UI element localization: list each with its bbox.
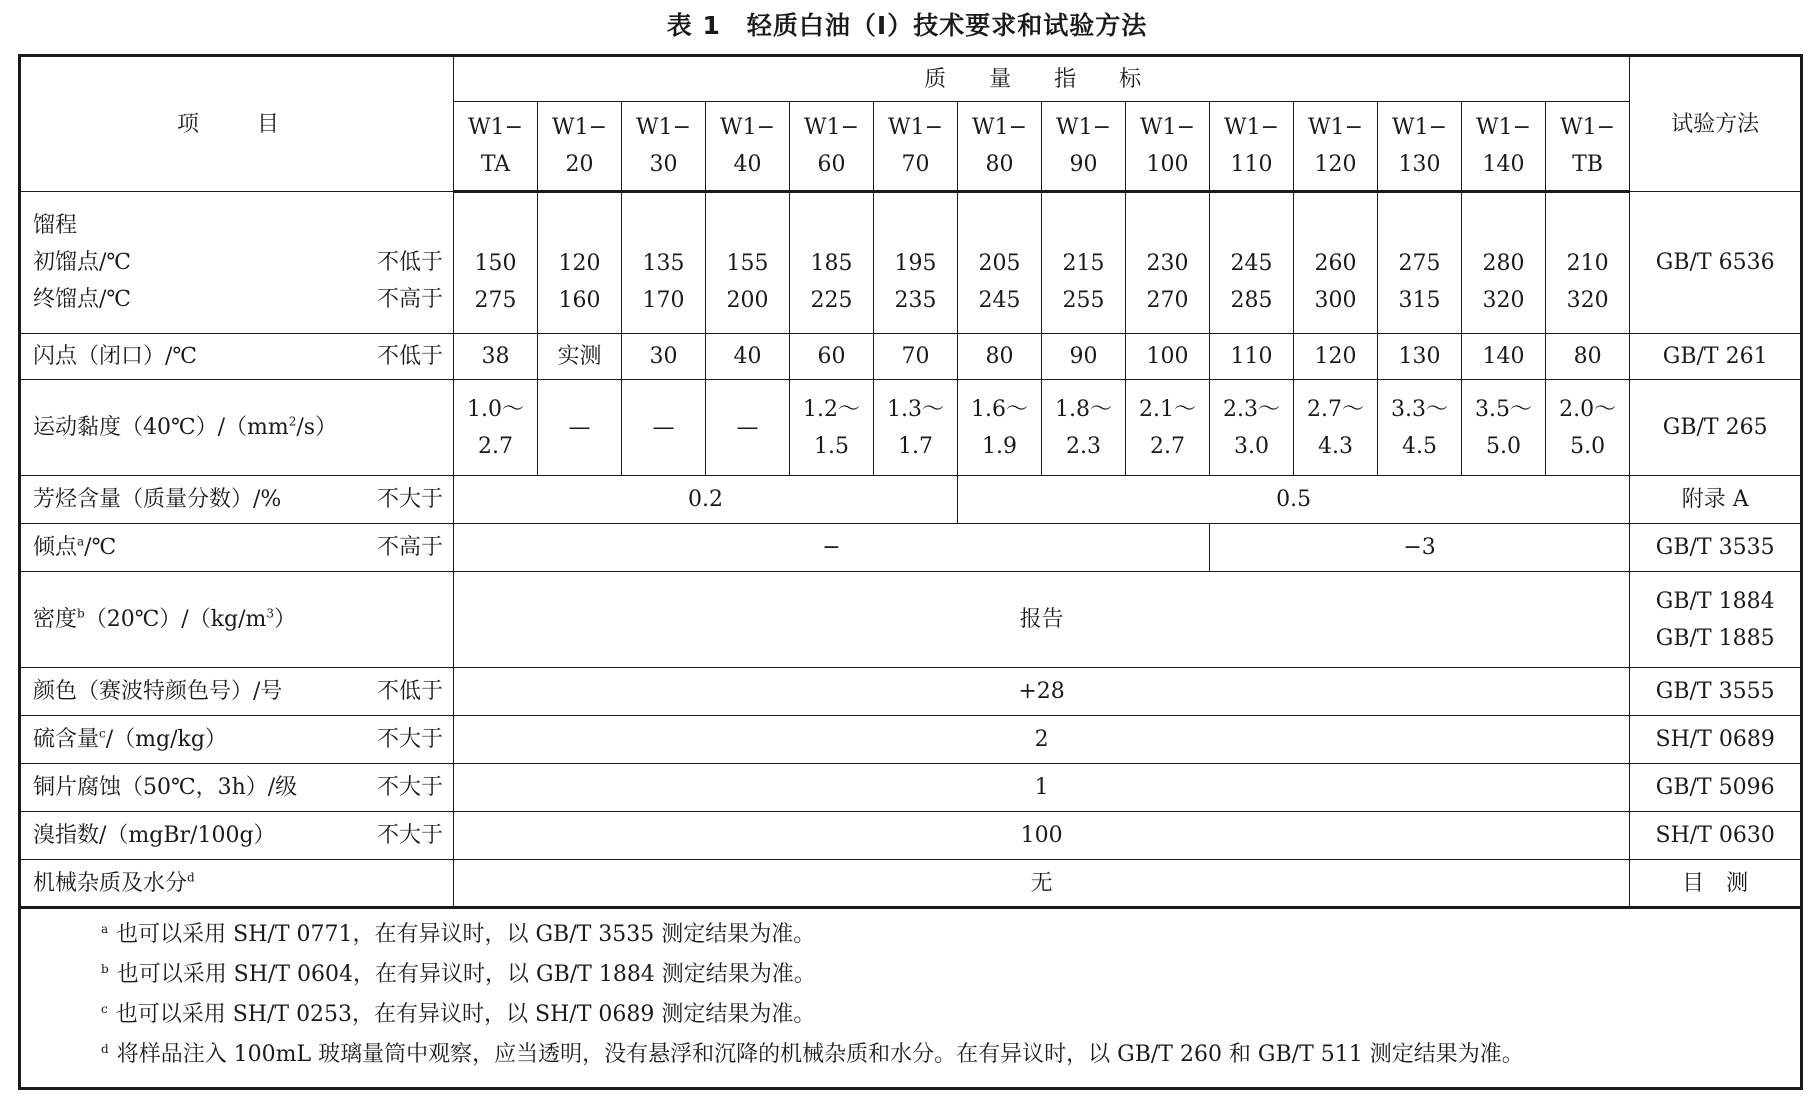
fbp-value: 245 — [978, 287, 1021, 313]
viscosity-value — [1210, 380, 1294, 476]
grade-header — [1210, 102, 1294, 192]
bromine-row — [20, 812, 1802, 860]
grade-prefix: W1− — [1475, 115, 1532, 140]
distillation-label: 馏程 — [33, 213, 78, 238]
viscosity-value — [790, 380, 874, 476]
viscosity-value — [538, 380, 622, 476]
distillation-value — [622, 192, 706, 334]
impurities-label: 机械杂质及水分 — [33, 870, 188, 896]
sulfur-label-sup: c — [99, 726, 106, 741]
grade-header — [1126, 102, 1210, 192]
header-method-label: 试验方法 — [1630, 56, 1802, 192]
sulfur-label-end: /（mg/kg） — [105, 727, 227, 752]
sulfur-method: SH/T 0689 — [1630, 716, 1802, 764]
density-method — [1630, 572, 1802, 668]
fbp-value: 160 — [558, 287, 601, 313]
fbp-value: 285 — [1230, 287, 1273, 313]
grade-suffix: 20 — [565, 152, 594, 177]
viscosity-value — [1126, 380, 1210, 476]
ibp-value: 135 — [642, 250, 685, 276]
grade-header — [622, 102, 706, 192]
color-method: GB/T 3555 — [1630, 668, 1802, 716]
grade-header — [454, 102, 538, 192]
footnotes-row — [20, 908, 1802, 1089]
footnote-mark: a — [101, 921, 109, 936]
pour-point-item — [20, 524, 454, 572]
viscosity-value-line1: 1.6～ — [971, 396, 1028, 422]
flash-point-label: 闪点（闭口）/℃ — [33, 344, 198, 369]
viscosity-value-line1: — — [568, 415, 591, 440]
ibp-value: 120 — [558, 250, 601, 276]
page-title: 表 1 轻质白油（Ⅰ）技术要求和试验方法 — [666, 11, 1148, 40]
viscosity-method: GB/T 265 — [1630, 380, 1802, 476]
ibp-value: 260 — [1314, 250, 1357, 276]
fbp-value: 300 — [1314, 287, 1357, 313]
footnote-text: 也可以采用 SH/T 0604，在有异议时，以 GB/T 1884 测定结果为准。 — [116, 962, 816, 987]
flash-point-item — [20, 334, 454, 380]
impurities-row — [20, 860, 1802, 908]
grade-suffix: TB — [1572, 152, 1603, 177]
flash-point-requirement: 不低于 — [376, 344, 443, 369]
viscosity-value — [706, 380, 790, 476]
viscosity-value-line1: — — [652, 415, 675, 440]
ibp-value: 150 — [474, 250, 517, 276]
viscosity-value-line2: 2.7 — [1150, 433, 1185, 459]
ibp-value: 185 — [810, 250, 853, 276]
color-item — [20, 668, 454, 716]
grade-prefix: W1− — [1391, 115, 1448, 140]
flash-point-value: 80 — [1546, 334, 1630, 380]
viscosity-label-end: /s） — [296, 415, 338, 440]
density-label-mid: （20℃）/（kg/m — [84, 607, 267, 632]
grade-prefix: W1− — [887, 115, 944, 140]
grade-header — [1462, 102, 1546, 192]
distillation-value — [538, 192, 622, 334]
distillation-value — [1462, 192, 1546, 334]
viscosity-value-line1: 3.5～ — [1475, 396, 1532, 422]
grade-prefix: W1− — [1560, 115, 1616, 140]
viscosity-row — [20, 380, 1802, 476]
grade-prefix: W1− — [803, 115, 860, 140]
viscosity-value — [1042, 380, 1126, 476]
grade-header — [706, 102, 790, 192]
fbp-value: 200 — [726, 287, 769, 313]
aromatics-row — [20, 476, 1802, 524]
viscosity-value-line1: 3.3～ — [1391, 396, 1448, 422]
sulfur-label: 硫含量 — [33, 727, 100, 752]
bromine-method: SH/T 0630 — [1630, 812, 1802, 860]
distillation-value — [1042, 192, 1126, 334]
viscosity-value-line2: 5.0 — [1486, 433, 1521, 459]
bromine-value: 100 — [454, 812, 1630, 860]
flash-point-value: 110 — [1210, 334, 1294, 380]
distillation-value — [790, 192, 874, 334]
density-row — [20, 572, 1802, 668]
fbp-value: 170 — [642, 287, 685, 313]
flash-point-value: 60 — [790, 334, 874, 380]
sulfur-row — [20, 716, 1802, 764]
viscosity-item — [20, 380, 454, 476]
grade-suffix: 140 — [1482, 152, 1525, 177]
viscosity-value-line2: 5.0 — [1570, 433, 1606, 459]
ibp-value: 210 — [1566, 250, 1609, 276]
copper-requirement: 不大于 — [376, 775, 443, 800]
flash-point-value: 38 — [454, 334, 538, 380]
footnote — [101, 955, 1800, 995]
footnote-mark: d — [101, 1041, 109, 1056]
grade-header — [1294, 102, 1378, 192]
fbp-label: 终馏点/℃ — [33, 287, 132, 312]
viscosity-value — [454, 380, 538, 476]
grade-prefix: W1− — [1055, 115, 1112, 140]
grade-header — [1042, 102, 1126, 192]
ibp-value: 280 — [1482, 250, 1525, 276]
footnote-mark: b — [101, 961, 109, 976]
aromatics-method: 附录 A — [1630, 476, 1802, 524]
color-label: 颜色（赛波特颜色号）/号 — [33, 679, 283, 704]
flash-point-method: GB/T 261 — [1630, 334, 1802, 380]
grade-header — [790, 102, 874, 192]
flash-point-value: 30 — [622, 334, 706, 380]
fbp-value: 255 — [1062, 287, 1105, 313]
impurities-method: 目 测 — [1630, 860, 1802, 908]
viscosity-value-line1: — — [736, 415, 759, 440]
distillation-method: GB/T 6536 — [1630, 192, 1802, 334]
pour-point-requirement: 不高于 — [376, 535, 443, 560]
impurities-item — [20, 860, 454, 908]
grade-header — [874, 102, 958, 192]
header-item-label: 项 目 — [20, 56, 454, 192]
viscosity-value-line2: 1.7 — [898, 433, 933, 459]
flash-point-value: 70 — [874, 334, 958, 380]
pour-point-value-a: − — [454, 524, 1210, 572]
sulfur-item — [20, 716, 454, 764]
viscosity-value-line2: 3.0 — [1234, 433, 1269, 459]
sulfur-requirement: 不大于 — [376, 727, 443, 752]
grade-suffix: 110 — [1230, 152, 1273, 177]
viscosity-value-line2: 4.3 — [1318, 433, 1353, 459]
flash-point-value: 140 — [1462, 334, 1546, 380]
distillation-value — [1294, 192, 1378, 334]
viscosity-value-line2: 1.5 — [814, 433, 849, 459]
viscosity-value-line1: 1.0～ — [467, 396, 524, 422]
flash-point-value: 80 — [958, 334, 1042, 380]
footnote — [101, 1035, 1800, 1075]
grade-prefix: W1− — [635, 115, 692, 140]
grade-header — [958, 102, 1042, 192]
ibp-label: 初馏点/℃ — [33, 250, 132, 275]
density-value: 报告 — [454, 572, 1630, 668]
grade-suffix: 70 — [901, 152, 930, 177]
density-label-sup: b — [77, 606, 85, 621]
viscosity-value-line1: 2.3～ — [1223, 396, 1280, 422]
grade-header — [1546, 102, 1630, 192]
viscosity-value-line2: 1.9 — [982, 433, 1017, 459]
copper-label: 铜片腐蚀（50℃，3h）/级 — [33, 775, 298, 800]
grade-suffix: 90 — [1069, 152, 1098, 177]
flash-point-value: 实测 — [538, 334, 622, 380]
distillation-value — [1378, 192, 1462, 334]
viscosity-label-sup: 2 — [288, 414, 297, 429]
viscosity-value — [1294, 380, 1378, 476]
copper-row — [20, 764, 1802, 812]
ibp-value: 195 — [894, 250, 937, 276]
flash-point-value: 120 — [1294, 334, 1378, 380]
pour-point-label: 倾点 — [33, 535, 78, 560]
distillation-row — [20, 192, 1802, 334]
viscosity-value-line2: 2.7 — [478, 433, 513, 459]
fbp-value: 315 — [1398, 287, 1441, 313]
aromatics-label: 芳烃含量（质量分数）/% — [33, 487, 282, 512]
fbp-value: 320 — [1566, 287, 1609, 313]
grade-prefix: W1− — [719, 115, 776, 140]
grade-suffix: TA — [480, 152, 511, 177]
ibp-value: 230 — [1146, 250, 1189, 276]
aromatics-value-b: 0.5 — [958, 476, 1630, 524]
impurities-value: 无 — [454, 860, 1630, 908]
distillation-item — [20, 192, 454, 334]
viscosity-value-line1: 1.2～ — [803, 396, 860, 422]
viscosity-value-line1: 2.0～ — [1559, 396, 1617, 422]
copper-method: GB/T 5096 — [1630, 764, 1802, 812]
footnote-text: 也可以采用 SH/T 0253，在有异议时，以 SH/T 0689 测定结果为准。 — [115, 1002, 816, 1027]
pour-point-label-end: /℃ — [84, 535, 117, 560]
grade-prefix: W1− — [971, 115, 1028, 140]
distillation-value — [1126, 192, 1210, 334]
density-method-2: GB/T 1885 — [1655, 625, 1775, 651]
color-row — [20, 668, 1802, 716]
distillation-value — [874, 192, 958, 334]
pour-point-value-b: −3 — [1210, 524, 1630, 572]
pour-point-method: GB/T 3535 — [1630, 524, 1802, 572]
flash-point-value: 90 — [1042, 334, 1126, 380]
grade-header — [1378, 102, 1462, 192]
aromatics-requirement: 不大于 — [376, 487, 443, 512]
grade-prefix: W1− — [551, 115, 608, 140]
aromatics-item — [20, 476, 454, 524]
fbp-value: 270 — [1146, 287, 1189, 313]
viscosity-value — [1378, 380, 1462, 476]
spec-table — [18, 54, 1803, 1090]
color-value: +28 — [454, 668, 1630, 716]
fbp-value: 235 — [894, 287, 937, 313]
flash-point-value: 40 — [706, 334, 790, 380]
fbp-value: 320 — [1482, 287, 1525, 313]
pour-point-label-sup: a — [77, 534, 85, 549]
copper-value: 1 — [454, 764, 1630, 812]
ibp-value: 215 — [1062, 250, 1105, 276]
fbp-value: 275 — [474, 287, 517, 313]
density-method-1: GB/T 1884 — [1655, 588, 1775, 614]
grade-prefix: W1− — [1139, 115, 1196, 140]
density-label-end: ） — [274, 607, 297, 632]
grade-prefix: W1− — [1223, 115, 1280, 140]
ibp-value: 155 — [726, 250, 769, 276]
flash-point-value: 130 — [1378, 334, 1462, 380]
aromatics-value-a: 0.2 — [454, 476, 958, 524]
grade-suffix: 130 — [1398, 152, 1441, 177]
flash-point-row — [20, 334, 1802, 380]
grade-suffix: 120 — [1314, 152, 1357, 177]
density-item — [20, 572, 454, 668]
footnote — [101, 995, 1800, 1035]
density-label-sup2: 3 — [266, 606, 275, 621]
grade-suffix: 40 — [733, 152, 762, 177]
color-requirement: 不低于 — [376, 679, 443, 704]
header-quality-label: 质 量 指 标 — [454, 56, 1630, 102]
ibp-value: 245 — [1230, 250, 1273, 276]
grade-suffix: 80 — [985, 152, 1014, 177]
footnote-text: 将样品注入 100mL 玻璃量筒中观察，应当透明，没有悬浮和沉降的机械杂质和水分。在有异议时，以 GB/T 260 和 GB/T 511 测定结果为准。 — [116, 1042, 1524, 1067]
grade-suffix: 100 — [1146, 152, 1189, 177]
sulfur-value: 2 — [454, 716, 1630, 764]
distillation-value — [1210, 192, 1294, 334]
pour-point-row — [20, 524, 1802, 572]
viscosity-value-line2: 2.3 — [1066, 433, 1101, 459]
bromine-label: 溴指数/（mgBr/100g） — [33, 823, 276, 848]
grade-suffix: 60 — [817, 152, 846, 177]
viscosity-value — [958, 380, 1042, 476]
ibp-value: 275 — [1398, 250, 1441, 276]
viscosity-value-line2: 4.5 — [1402, 433, 1437, 459]
fbp-value: 225 — [810, 287, 853, 313]
distillation-value — [706, 192, 790, 334]
viscosity-value — [622, 380, 706, 476]
footnote-text: 也可以采用 SH/T 0771，在有异议时，以 GB/T 3535 测定结果为准。 — [116, 922, 816, 947]
viscosity-value — [1462, 380, 1546, 476]
viscosity-value-line1: 1.3～ — [887, 396, 944, 422]
distillation-value — [454, 192, 538, 334]
distillation-value — [958, 192, 1042, 334]
bromine-requirement: 不大于 — [376, 823, 443, 848]
flash-point-value: 100 — [1126, 334, 1210, 380]
viscosity-value — [1546, 380, 1630, 476]
footnote-mark: c — [101, 1001, 108, 1016]
viscosity-value-line1: 2.1～ — [1139, 396, 1196, 422]
viscosity-value — [874, 380, 958, 476]
grade-prefix: W1− — [467, 115, 524, 140]
impurities-label-sup: d — [187, 870, 195, 885]
viscosity-label: 运动黏度（40℃）/（mm — [33, 415, 289, 440]
copper-item — [20, 764, 454, 812]
fbp-requirement: 不高于 — [376, 287, 443, 312]
grade-prefix: W1− — [1307, 115, 1364, 140]
footnotes — [20, 908, 1802, 1089]
density-label: 密度 — [33, 607, 78, 632]
viscosity-value-line1: 2.7～ — [1307, 396, 1364, 422]
bromine-item — [20, 812, 454, 860]
ibp-value: 205 — [978, 250, 1021, 276]
distillation-value — [1546, 192, 1630, 334]
ibp-requirement: 不低于 — [376, 250, 443, 275]
grade-suffix: 30 — [649, 152, 678, 177]
grade-header — [538, 102, 622, 192]
footnote — [101, 915, 1800, 955]
viscosity-value-line1: 1.8～ — [1055, 396, 1112, 422]
